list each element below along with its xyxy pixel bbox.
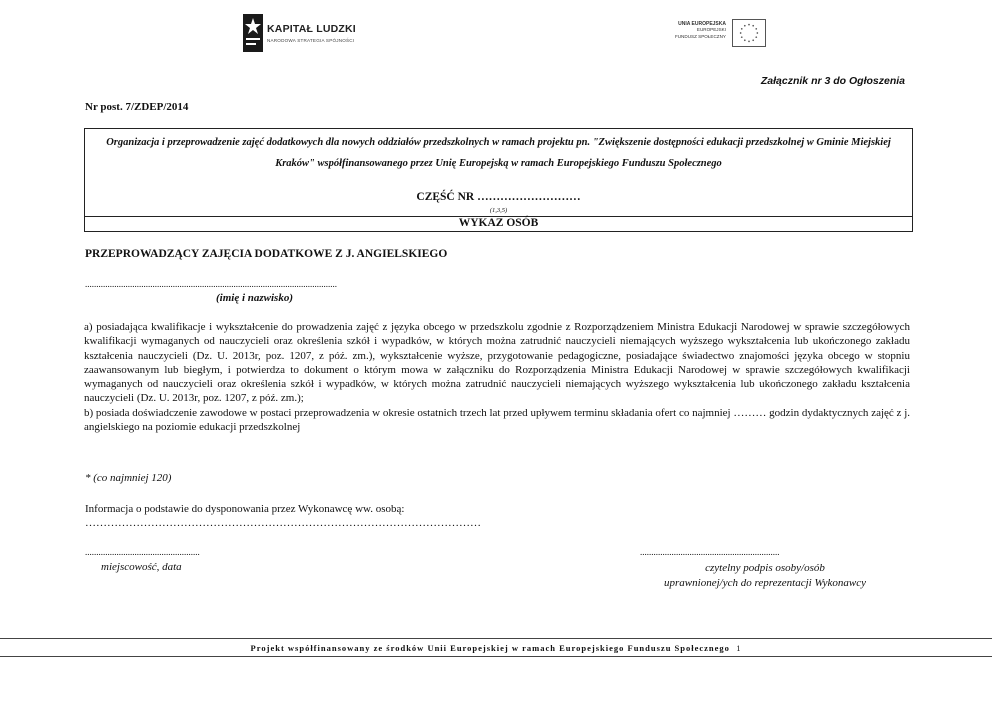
signature-label-line2: uprawnionej/ych do reprezentacji Wykonawcy	[664, 577, 866, 589]
section-heading: PRZEPROWADZĄCY ZAJĘCIA DODATKOWE Z J. ANGIELSKIEGO	[85, 248, 448, 260]
name-label: (imię i nazwisko)	[216, 292, 294, 304]
ue-line2: EUROPEJSKI	[696, 27, 726, 33]
part-number: CZĘŚĆ NR ………………………	[416, 191, 581, 203]
signature-label	[600, 561, 930, 591]
ue-line3: FUNDUSZ SPOŁECZNY	[674, 33, 726, 39]
signature-dotted-line[interactable]: ..............................................................	[640, 547, 780, 557]
footer-text: Projekt współfinansowany ze środków Unii Europejskiej w ramach Europejskiego Funduszu Społecznego	[250, 643, 730, 653]
ue-line1: UNIA EUROPEJSKA	[678, 21, 726, 27]
place-date-dotted-line[interactable]: ...................................................	[85, 547, 200, 557]
list-title: WYKAZ OSÓB	[458, 217, 539, 229]
name-dotted-line[interactable]: ................................................................................................................	[85, 279, 337, 289]
attachment-label: Załącznik nr 3 do Ogłoszenia	[760, 75, 905, 87]
eu-flag-icon	[732, 19, 766, 47]
project-title: Organizacja i przeprowadzenie zajęć dodatkowych dla nowych oddziałów przedszkolnych w ramach projektu pn. "Zwiększenie dostępności edukacji przedszkolnej w Gminie Miejskiej Kraków" współfinansowanego przez Unię Europejską w ramach Europejskiego Funduszu Społecznego	[106, 137, 891, 169]
footer	[0, 643, 992, 653]
kapital-ludzki-logo	[243, 14, 373, 54]
place-date-label: miejscowość, data	[101, 561, 182, 573]
kapital-ludzki-title: KAPITAŁ LUDZKI	[267, 23, 356, 35]
part-number-hint: (1,3,5)	[489, 207, 508, 214]
signature-label-line1: czytelny podpis osoby/osób	[705, 562, 825, 574]
kapital-ludzki-star-icon	[243, 14, 263, 52]
page-number: 1	[736, 643, 742, 653]
paragraph-b: b) posiada doświadczenie zawodowe w postaci przeprowadzenia w okresie ostatnich trzech lat przed upływem terminu składania ofert co najmniej ……… godzin dydaktycznych zajęć z j. angielskiego na poziomie edukacji przedszkolnej	[84, 406, 910, 434]
title-box	[84, 128, 913, 232]
ue-logo	[650, 19, 770, 53]
qualifications-text	[84, 320, 910, 434]
ue-logo-text	[675, 21, 726, 40]
info-dotted-line[interactable]: ………………………………………………………………………………………………	[85, 517, 481, 529]
minimum-note: * (co najmniej 120)	[85, 472, 172, 484]
footer-rule-top	[0, 638, 992, 639]
paragraph-a: a) posiadająca kwalifikacje i wykształcenie do prowadzenia zajęć z języka obcego w przedszkolu zgodnie z Rozporządzeniem Ministra Edukacji Narodowej w sprawie szczegółowych kwalifikacji wymaganych od nauczycieli oraz określenia szkół i wypadków, w których można zatrudnić nauczycieli niemających wyższego wykształcenia lub ukończonego zakładu kształcenia nauczycieli (Dz. U. 2013r, poz. 1207, z póź. zm.), wykształcenie wyższe, przygotowanie pedagogiczne, posiadające świadectwo znajomości języka obcego w stopniu zaawansowanym lub biegłym, i potwierdza to dokument o którym mowa w załączniku do Rozporządzenia Ministra Edukacji Narodowej w sprawie szczegółowych kwalifikacji wymaganych od nauczycieli oraz określenia szkół i wypadków, w których można zatrudnić nauczycieli niemających wyższego wykształcenia lub ukończonego zakładu kształcenia nauczycieli (Dz. U. 2013r, poz. 1207, z póź. zm.);	[84, 321, 910, 405]
kapital-ludzki-subtitle: NARODOWA STRATEGIA SPÓJNOŚCI	[267, 38, 355, 43]
info-label: Informacja o podstawie do dysponowania przez Wykonawcę ww. osobą:	[85, 503, 405, 515]
footer-rule-bottom	[0, 656, 992, 657]
reference-number: Nr post. 7/ZDEP/2014	[85, 101, 189, 113]
